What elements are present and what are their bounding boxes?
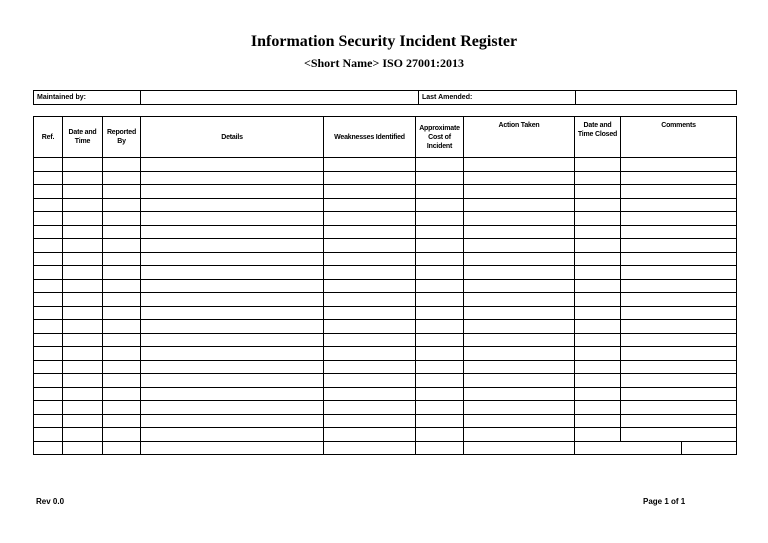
table-cell[interactable] [103,279,141,293]
table-cell[interactable] [141,158,324,172]
table-cell[interactable] [621,171,737,185]
table-cell[interactable] [63,239,103,253]
meta-table [33,90,737,105]
table-cell[interactable] [575,225,621,239]
table-cell[interactable] [324,333,416,347]
table-cell[interactable] [621,266,737,280]
table-cell[interactable] [63,252,103,266]
table-cell[interactable] [324,225,416,239]
col-header-cost: Approximate Cost of Incident [416,117,464,158]
table-cell[interactable] [63,212,103,226]
table-cell[interactable] [575,441,682,455]
register-body [34,158,737,455]
table-cell[interactable] [324,428,416,442]
table-cell[interactable] [621,401,737,415]
table-cell[interactable] [416,279,464,293]
table-cell[interactable] [141,428,324,442]
table-cell[interactable] [575,198,621,212]
table-row [34,239,737,253]
table-cell[interactable] [416,225,464,239]
table-cell[interactable] [575,320,621,334]
table-cell[interactable] [324,252,416,266]
table-cell[interactable] [34,306,63,320]
table-cell[interactable] [103,266,141,280]
revision-label: Rev 0.0 [36,497,65,506]
table-cell[interactable] [324,212,416,226]
table-cell[interactable] [464,441,575,455]
table-cell[interactable] [34,320,63,334]
col-header-reported-by: Reported By [103,117,141,158]
table-cell[interactable] [464,333,575,347]
table-cell[interactable] [141,347,324,361]
table-cell[interactable] [575,306,621,320]
col-header-comments: Comments [621,117,737,158]
table-cell[interactable] [416,360,464,374]
table-cell[interactable] [103,333,141,347]
table-cell[interactable] [464,374,575,388]
table-cell[interactable] [621,212,737,226]
table-row [34,279,737,293]
table-cell[interactable] [324,279,416,293]
table-cell[interactable] [34,239,63,253]
table-cell[interactable] [416,252,464,266]
table-cell[interactable] [464,347,575,361]
table-cell[interactable] [621,198,737,212]
table-cell[interactable] [464,212,575,226]
table-cell[interactable] [141,293,324,307]
table-cell[interactable] [464,225,575,239]
table-cell[interactable] [324,347,416,361]
table-cell[interactable] [464,387,575,401]
col-header-date-closed: Date and Time Closed [575,117,621,158]
table-cell[interactable] [464,306,575,320]
table-cell[interactable] [63,279,103,293]
table-cell[interactable] [63,428,103,442]
table-row [34,293,737,307]
table-row [34,266,737,280]
table-cell[interactable] [63,333,103,347]
table-cell[interactable] [34,279,63,293]
table-cell[interactable] [103,239,141,253]
table-cell[interactable] [464,239,575,253]
table-cell[interactable] [416,333,464,347]
table-cell[interactable] [464,185,575,199]
table-cell[interactable] [416,414,464,428]
table-cell[interactable] [34,401,63,415]
table-cell[interactable] [141,212,324,226]
table-cell[interactable] [103,320,141,334]
table-cell[interactable] [63,293,103,307]
table-cell[interactable] [575,414,621,428]
table-cell[interactable] [464,198,575,212]
table-row [34,198,737,212]
table-cell[interactable] [416,320,464,334]
table-cell[interactable] [575,401,621,415]
table-cell[interactable] [103,185,141,199]
col-header-action-taken: Action Taken [464,117,575,158]
table-cell[interactable] [63,158,103,172]
table-cell[interactable] [34,441,63,455]
table-row [34,414,737,428]
table-row [34,441,737,455]
table-cell[interactable] [103,306,141,320]
table-cell[interactable] [324,185,416,199]
table-cell[interactable] [575,360,621,374]
table-cell[interactable] [416,212,464,226]
table-cell[interactable] [34,266,63,280]
table-cell[interactable] [575,428,621,442]
document-title: Information Security Incident Register [250,33,518,50]
table-cell[interactable] [464,279,575,293]
table-cell[interactable] [103,414,141,428]
table-cell[interactable] [141,239,324,253]
table-cell[interactable] [575,158,621,172]
table-row [34,401,737,415]
table-cell[interactable] [324,401,416,415]
table-cell[interactable] [103,347,141,361]
table-cell[interactable] [34,171,63,185]
table-cell[interactable] [141,252,324,266]
table-cell[interactable] [575,374,621,388]
table-cell[interactable] [141,401,324,415]
table-cell[interactable] [464,401,575,415]
col-header-date-time: Date and Time [63,117,103,158]
table-cell[interactable] [63,401,103,415]
table-cell[interactable] [324,414,416,428]
table-row [34,212,737,226]
table-cell[interactable] [63,266,103,280]
table-cell[interactable] [63,374,103,388]
table-cell[interactable] [464,252,575,266]
table-cell[interactable] [575,333,621,347]
table-cell[interactable] [141,198,324,212]
table-cell[interactable] [575,185,621,199]
table-cell[interactable] [63,306,103,320]
table-cell[interactable] [416,198,464,212]
table-row [34,333,737,347]
table-cell[interactable] [575,239,621,253]
table-cell[interactable] [34,212,63,226]
table-cell[interactable] [416,293,464,307]
table-row [34,225,737,239]
table-cell[interactable] [621,252,737,266]
table-cell[interactable] [103,401,141,415]
last-amended-field[interactable] [576,91,737,105]
col-header-details: Details [141,117,324,158]
incident-register-table [33,116,737,455]
table-row [34,360,737,374]
document-subtitle: <Short Name> ISO 27001:2013 [303,56,464,70]
table-cell[interactable] [464,171,575,185]
table-cell[interactable] [63,414,103,428]
table-cell[interactable] [34,158,63,172]
table-cell[interactable] [34,428,63,442]
table-row [34,374,737,388]
maintained-by-field[interactable] [141,91,419,105]
table-cell[interactable] [63,441,103,455]
table-cell[interactable] [621,279,737,293]
maintained-by-label: Maintained by: [34,91,141,105]
table-cell[interactable] [621,333,737,347]
table-cell[interactable] [103,212,141,226]
table-cell[interactable] [324,293,416,307]
table-cell[interactable] [464,266,575,280]
table-cell[interactable] [34,293,63,307]
table-cell[interactable] [324,306,416,320]
col-header-ref: Ref. [34,117,63,158]
table-cell[interactable] [621,428,737,442]
table-cell[interactable] [416,266,464,280]
table-cell[interactable] [141,333,324,347]
table-cell[interactable] [324,171,416,185]
table-cell[interactable] [416,158,464,172]
table-cell[interactable] [324,320,416,334]
table-cell[interactable] [416,441,464,455]
table-cell[interactable] [464,414,575,428]
table-cell[interactable] [416,347,464,361]
table-cell[interactable] [621,347,737,361]
table-cell[interactable] [621,374,737,388]
table-cell[interactable] [324,266,416,280]
table-cell[interactable] [621,239,737,253]
table-cell[interactable] [63,171,103,185]
table-cell[interactable] [324,360,416,374]
table-cell[interactable] [34,347,63,361]
table-cell[interactable] [621,414,737,428]
table-cell[interactable] [103,387,141,401]
table-cell[interactable] [464,158,575,172]
table-cell[interactable] [141,441,324,455]
table-cell[interactable] [141,185,324,199]
table-cell[interactable] [621,293,737,307]
table-row [34,387,737,401]
table-cell[interactable] [63,225,103,239]
table-cell[interactable] [575,252,621,266]
table-row [34,306,737,320]
table-cell[interactable] [575,171,621,185]
table-cell[interactable] [63,360,103,374]
table-cell[interactable] [324,441,416,455]
table-cell[interactable] [416,387,464,401]
table-cell[interactable] [34,387,63,401]
table-cell[interactable] [416,428,464,442]
table-cell[interactable] [103,441,141,455]
table-cell[interactable] [63,387,103,401]
table-cell[interactable] [141,171,324,185]
table-cell[interactable] [34,185,63,199]
table-cell[interactable] [103,252,141,266]
table-cell[interactable] [324,374,416,388]
table-cell[interactable] [34,333,63,347]
table-cell[interactable] [621,320,737,334]
table-cell[interactable] [63,347,103,361]
table-cell[interactable] [575,347,621,361]
table-cell[interactable] [621,306,737,320]
table-cell[interactable] [464,320,575,334]
table-cell[interactable] [141,279,324,293]
table-cell[interactable] [416,306,464,320]
table-cell[interactable] [34,225,63,239]
table-cell[interactable] [141,387,324,401]
table-cell[interactable] [575,266,621,280]
table-cell[interactable] [324,387,416,401]
table-cell[interactable] [103,374,141,388]
table-cell[interactable] [103,360,141,374]
table-cell[interactable] [464,293,575,307]
table-cell[interactable] [103,428,141,442]
col-header-weaknesses: Weaknesses Identified [324,117,416,158]
table-cell[interactable] [416,401,464,415]
table-row [34,428,737,442]
table-cell[interactable] [621,360,737,374]
table-cell[interactable] [141,225,324,239]
table-cell[interactable] [141,374,324,388]
table-cell[interactable] [103,158,141,172]
table-cell[interactable] [575,293,621,307]
table-cell[interactable] [416,374,464,388]
table-row [34,320,737,334]
table-cell[interactable] [141,320,324,334]
table-cell[interactable] [621,185,737,199]
table-row [34,347,737,361]
table-cell[interactable] [103,293,141,307]
table-cell[interactable] [621,387,737,401]
table-cell[interactable] [141,360,324,374]
table-cell[interactable] [141,266,324,280]
table-row [34,171,737,185]
page-number: Page 1 of 1 [643,497,686,506]
table-cell[interactable] [324,239,416,253]
table-row [34,252,737,266]
table-cell[interactable] [141,306,324,320]
table-cell[interactable] [63,320,103,334]
table-cell[interactable] [464,360,575,374]
table-cell[interactable] [34,252,63,266]
table-cell[interactable] [34,374,63,388]
table-cell[interactable] [621,158,737,172]
table-cell[interactable] [416,171,464,185]
table-row [34,158,737,172]
table-cell[interactable] [324,158,416,172]
table-cell[interactable] [575,212,621,226]
table-cell[interactable] [103,171,141,185]
table-cell[interactable] [34,360,63,374]
table-cell[interactable] [103,225,141,239]
table-cell[interactable] [63,198,103,212]
table-cell[interactable] [63,185,103,199]
table-cell[interactable] [34,414,63,428]
table-row [34,185,737,199]
last-amended-label: Last Amended: [419,91,576,105]
table-cell[interactable] [103,198,141,212]
table-cell[interactable] [575,387,621,401]
table-cell[interactable] [141,414,324,428]
table-cell[interactable] [464,428,575,442]
table-cell[interactable] [34,198,63,212]
table-cell[interactable] [416,239,464,253]
table-cell[interactable] [416,185,464,199]
table-cell[interactable] [575,279,621,293]
table-cell[interactable] [621,225,737,239]
table-cell[interactable] [324,198,416,212]
table-cell[interactable] [682,441,737,455]
